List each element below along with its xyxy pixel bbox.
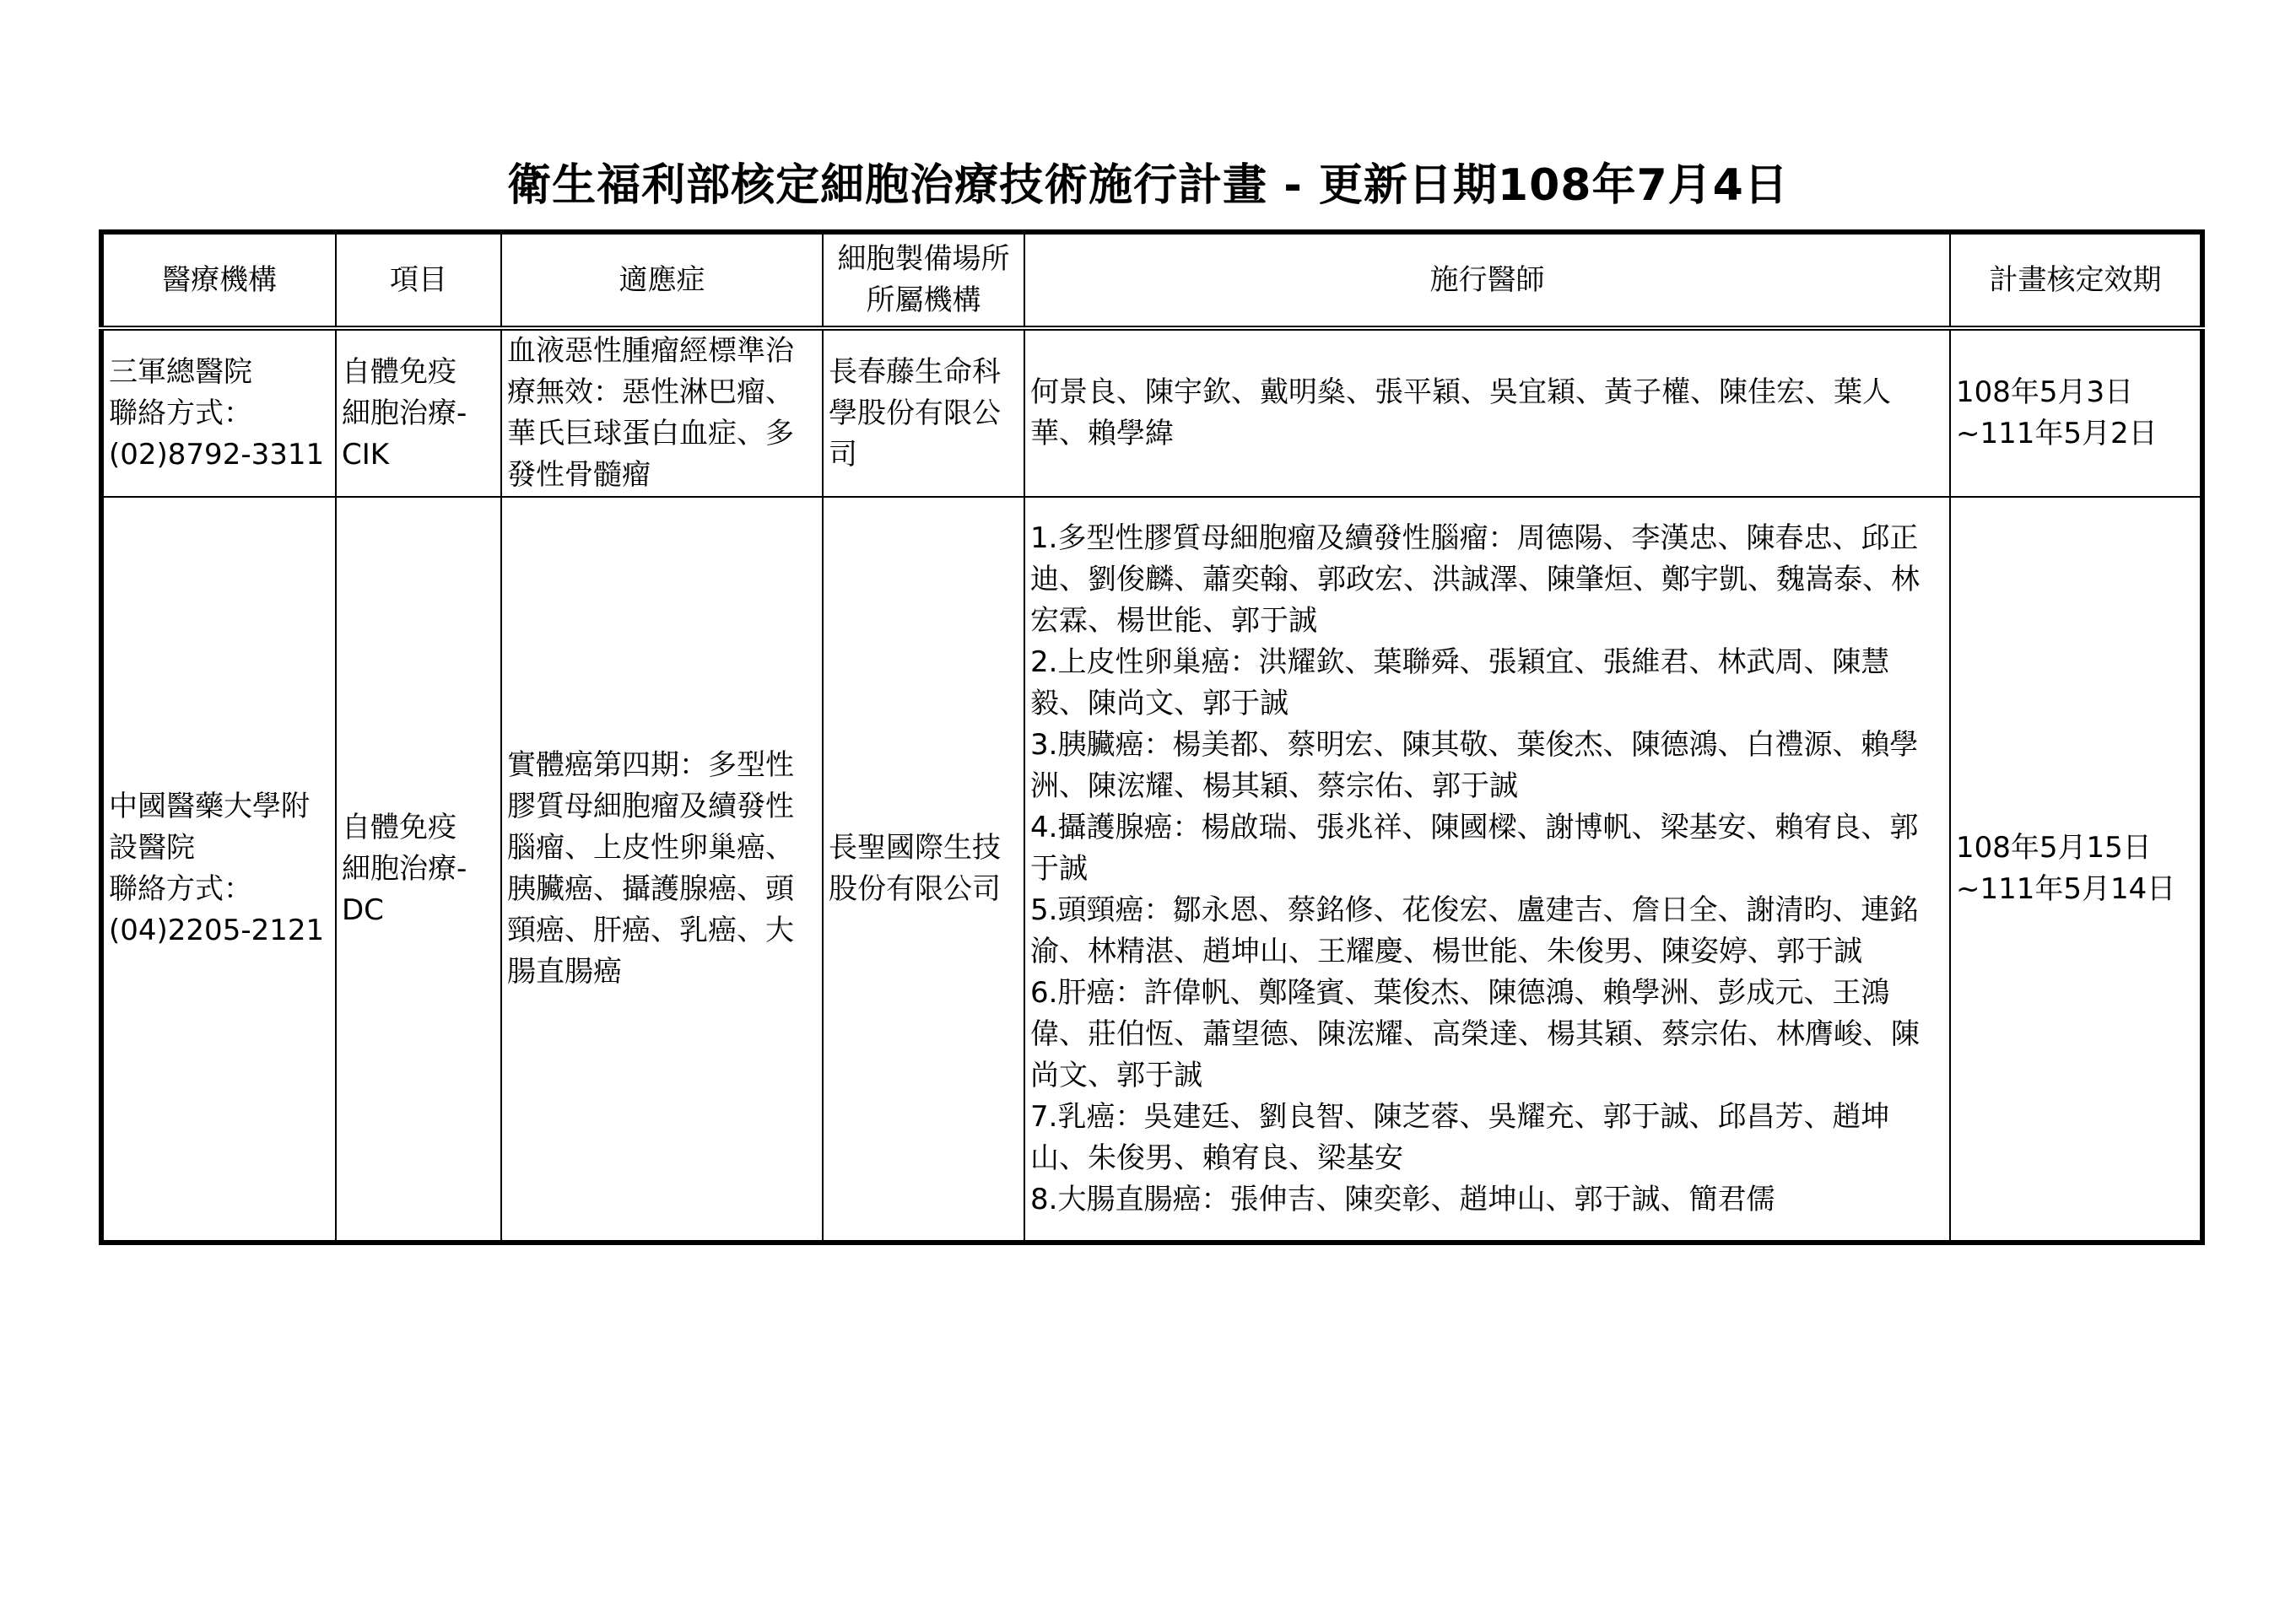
item-cell [336,497,501,1243]
page-title: 衛生福利部核定細胞治療技術施行計畫 - 更新日期108年7月4日 [507,160,1789,211]
contact-phone: (02)8792-3311 [109,437,325,472]
doctor-group: 8.大腸直腸癌：張伸吉、陳奕彰、趙坤山、郭于誠、簡君儒 [1030,1182,1775,1216]
period-end: ~111年5月14日 [1956,872,2176,906]
item-line3: DC [342,892,384,927]
doctor-group: 1.多型性膠質母細胞瘤及續發性腦瘤：周德陽、李漢忠、陳春忠、邱正迪、劉俊麟、蕭奕翰、郭政宏、洪誠澤、陳肇烜、鄭宇凱、魏嵩泰、林宏霖、楊世能、郭于誠 [1030,520,1920,638]
lab-cell: 長春藤生命科學股份有限公司 [823,328,1024,497]
contact-phone: (04)2205-2121 [109,914,325,947]
table-row [101,328,2202,497]
item-cell [336,328,501,497]
plan-table [99,229,2205,1245]
period-cell [1950,497,2202,1243]
item-line2: 細胞治療- [342,396,467,430]
header-doctors: 施行醫師 [1024,232,1950,328]
doctors-cell [1024,497,1950,1243]
doctor-group: 3.胰臟癌：楊美都、蔡明宏、陳其敬、葉俊杰、陳德鴻、白禮源、賴學洲、陳浤耀、楊其穎、蔡宗佑、郭于誠 [1030,727,1919,803]
doctor-group: 5.頭頸癌：鄒永恩、蔡銘修、花俊宏、盧建吉、詹日全、謝清昀、連銘渝、林精湛、趙坤山、王耀慶、楊世能、朱俊男、陳姿婷、郭于誠 [1030,892,1919,968]
institution-cell [101,328,336,497]
header-item: 項目 [336,232,501,328]
header-institution: 醫療機構 [101,232,336,328]
period-cell [1950,328,2202,497]
header-lab-line1: 細胞製備場所 [837,242,1010,276]
doctor-group: 7.乳癌：吳建廷、劉良智、陳芝蓉、吳耀充、郭于誠、邱昌芳、趙坤山、朱俊男、賴宥良、梁基安 [1030,1099,1890,1175]
item-line3: CIK [342,437,390,472]
indication-cell: 實體癌第四期：多型性膠質母細胞瘤及續發性腦瘤、上皮性卵巢癌、胰臟癌、攝護腺癌、頭頸癌、肝癌、乳癌、大腸直腸癌 [501,497,823,1243]
doctor-group: 2.上皮性卵巢癌：洪耀欽、葉聯舜、張穎宜、張維君、林武周、陳慧毅、陳尚文、郭于誠 [1030,644,1890,720]
table-row [101,497,2202,1243]
indication-cell: 血液惡性腫瘤經標準治療無效：惡性淋巴瘤、華氏巨球蛋白血症、多發性骨髓瘤 [501,328,823,497]
table-header-row [101,232,2202,328]
doctor-group: 6.肝癌：許偉帆、鄭隆賓、葉俊杰、陳德鴻、賴學洲、彭成元、王鴻偉、莊伯恆、蕭望德、陳浤耀、高榮達、楊其穎、蔡宗佑、林膺峻、陳尚文、郭于誠 [1030,975,1920,1092]
contact-label: 聯絡方式： [109,872,252,906]
header-period: 計畫核定效期 [1950,232,2202,328]
institution-cell [101,497,336,1243]
doctors-cell: 何景良、陳宇欽、戴明燊、張平穎、吳宜穎、黃子權、陳佳宏、葉人華、賴學緯 [1024,328,1950,497]
doctor-group: 4.攝護腺癌：楊啟瑞、張兆祥、陳國樑、謝博帆、梁基安、賴宥良、郭于誠 [1030,810,1919,886]
lab-cell: 長聖國際生技股份有限公司 [823,497,1024,1243]
period-start: 108年5月3日 [1956,375,2134,409]
header-indication: 適應症 [501,232,823,328]
item-line2: 細胞治療- [342,851,467,886]
period-end: ~111年5月2日 [1956,417,2158,450]
header-lab-line2: 所屬機構 [866,283,981,317]
header-lab [823,232,1024,328]
institution-name: 中國醫藥大學附設醫院 [109,790,310,865]
contact-label: 聯絡方式： [109,396,252,430]
institution-name: 三軍總醫院 [109,354,252,389]
period-start: 108年5月15日 [1956,831,2152,865]
item-line1: 自體免疫 [342,354,456,389]
item-line1: 自體免疫 [342,810,456,844]
